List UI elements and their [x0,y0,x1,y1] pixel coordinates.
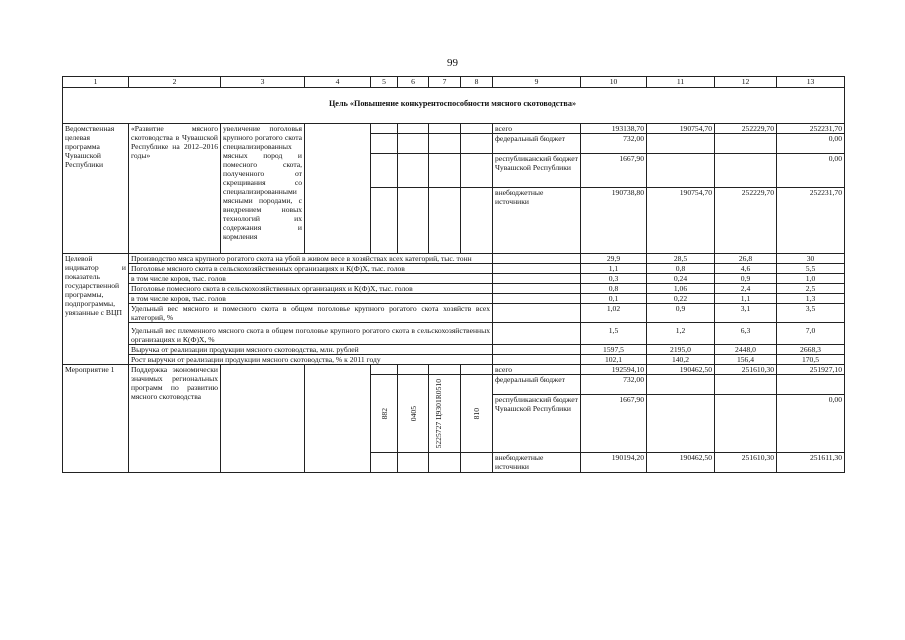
program-type: Ведомственная целевая программа Чувашской Республики [63,124,129,254]
value-cell: 140,2 [647,355,715,365]
value-cell: 190738,80 [581,188,647,254]
value-cell: 732,00 [581,134,647,154]
value-cell: 1,5 [581,323,647,345]
value-cell: 1,2 [647,323,715,345]
title-gap-row [63,88,845,124]
value-cell: 28,5 [647,254,715,264]
measure-title: Мероприятие 1 [63,365,129,473]
value-cell: 0,8 [581,284,647,294]
value-cell: 2,4 [715,284,777,294]
value-cell: 1,06 [647,284,715,294]
value-cell [647,154,715,188]
col-header-10: 10 [581,77,647,88]
indicator-name: Производство мяса крупного рогатого скота на убой в живом весе в хозяйствах всех категорий, тыс. тонн [129,254,493,264]
indicator-name: Поголовье мясного скота в сельскохозяйственных организациях и К(Ф)Х, тыс. голов [129,264,493,274]
indicator-name: Рост выручки от реализации продукции мясного скотоводства, % к 2011 году [129,355,493,365]
value-cell: 7,0 [777,323,845,345]
indicator-row [63,264,845,274]
budget-table [62,76,845,473]
value-cell: 0,8 [647,264,715,274]
value-cell: 1667,90 [581,154,647,188]
indicator-name: в том числе коров, тыс. голов [129,274,493,284]
indicator-row [63,345,845,355]
value-cell [777,375,845,395]
value-cell: 2,5 [777,284,845,294]
value-cell: 1,3 [777,294,845,304]
value-cell: 0,00 [777,154,845,188]
column-number-row [63,77,845,88]
col-header-9: 9 [493,77,581,88]
value-cell: 0,1 [581,294,647,304]
goal-title: Цель «Повышение конкурентоспособности мясного скотоводства» [328,99,577,108]
value-cell: 1,0 [777,274,845,284]
indicator-name: Выручка от реализации продукции мясного скотоводства, млн. рублей [129,345,493,355]
value-cell: 732,00 [581,375,647,395]
value-cell: 5,5 [777,264,845,274]
value-cell: 252231,70 [777,124,845,134]
value-cell: 4,6 [715,264,777,274]
table-row [63,124,845,134]
value-cell: 0,24 [647,274,715,284]
indicator-row [63,304,845,323]
code-ministry: 882 [379,407,389,420]
value-cell: 192594,10 [581,365,647,375]
value-cell: 29,9 [581,254,647,264]
value-cell: 190754,70 [647,124,715,134]
indicator-row [63,254,845,264]
funding-source: федеральный бюджет [493,375,581,395]
value-cell [715,154,777,188]
value-cell: 251611,30 [777,453,845,473]
value-cell: 0,3 [581,274,647,284]
value-cell: 156,4 [715,355,777,365]
table-row [63,365,845,375]
program-objective: увеличение поголовья крупного рогатого скота специализированных мясных пород и помесного скота, полученного от скрещивания со специализированными мясными породами, с внедрением новых технологий их содержания и кормления [221,124,305,254]
value-cell: 2448,0 [715,345,777,355]
funding-source: республиканский бюджет Чувашской Республики [493,154,581,188]
col-header-8: 8 [461,77,493,88]
value-cell: 0,22 [647,294,715,304]
code-section: 0405 [408,405,418,422]
value-cell: 26,8 [715,254,777,264]
value-cell: 252229,70 [715,188,777,254]
value-cell: 252229,70 [715,124,777,134]
indicator-row [63,274,845,284]
indicator-name: в том числе коров, тыс. голов [129,294,493,304]
value-cell [647,375,715,395]
value-cell: 0,9 [715,274,777,284]
value-cell: 170,5 [777,355,845,365]
value-cell [647,395,715,453]
value-cell: 251927,10 [777,365,845,375]
value-cell: 2195,0 [647,345,715,355]
indicator-row [63,294,845,304]
code-target-article: 5225727 Ц9301R0510 [433,378,443,449]
funding-source: всего [493,124,581,134]
col-header-1: 1 [63,77,129,88]
value-cell: 102,1 [581,355,647,365]
col-header-2: 2 [129,77,221,88]
value-cell: 30 [777,254,845,264]
value-cell: 190194,20 [581,453,647,473]
funding-source: всего [493,365,581,375]
indicator-row [63,355,845,365]
col-header-12: 12 [715,77,777,88]
indicator-row [63,284,845,294]
indicator-name: Поголовье помесного скота в сельскохозяйственных организациях и К(Ф)Х, тыс. голов [129,284,493,294]
value-cell: 0,9 [647,304,715,323]
value-cell: 0,00 [777,395,845,453]
funding-source: федеральный бюджет [493,134,581,154]
code-expense-type: 810 [472,407,481,420]
col-header-7: 7 [429,77,461,88]
value-cell: 1597,5 [581,345,647,355]
indicator-label: Целевой индикатор и показатель государственной программы, подпрограммы, увязанные с ВЦП [63,254,129,365]
value-cell: 1667,90 [581,395,647,453]
value-cell: 190754,70 [647,188,715,254]
value-cell [715,395,777,453]
indicator-name: Удельный вес мясного и помесного скота в общем поголовье крупного рогатого скота хозяйств всех категорий, % [129,304,493,323]
col-header-6: 6 [398,77,429,88]
value-cell: 252231,70 [777,188,845,254]
value-cell: 1,02 [581,304,647,323]
funding-source: внебюджетные источники [493,188,581,254]
value-cell [715,375,777,395]
funding-source: республиканский бюджет Чувашской Республики [493,395,581,453]
indicator-row [63,323,845,345]
value-cell: 193138,70 [581,124,647,134]
value-cell: 251610,30 [715,453,777,473]
value-cell: 2668,3 [777,345,845,355]
value-cell: 0,00 [777,134,845,154]
value-cell [647,134,715,154]
program-name: «Развитие мясного скотоводства в Чувашской Республике на 2012–2016 годы» [129,124,221,254]
col-header-3: 3 [221,77,305,88]
col-header-4: 4 [305,77,371,88]
value-cell: 1,1 [715,294,777,304]
value-cell: 190462,50 [647,365,715,375]
value-cell [715,134,777,154]
value-cell: 6,3 [715,323,777,345]
value-cell: 3,5 [777,304,845,323]
col-header-13: 13 [777,77,845,88]
page-number: 99 [447,57,458,69]
value-cell: 1,1 [581,264,647,274]
col-header-11: 11 [647,77,715,88]
value-cell: 251610,30 [715,365,777,375]
col-header-5: 5 [371,77,398,88]
indicator-name: Удельный вес племенного мясного скота в общем поголовье крупного рогатого скота в сельскохозяйственных организациях и К(Ф)Х, % [129,323,493,345]
value-cell: 190462,50 [647,453,715,473]
measure-name: Поддержка экономически значимых региональных программ по развитию мясного скотоводства [129,365,221,473]
funding-source: внебюджетные источники [493,453,581,473]
value-cell: 3,1 [715,304,777,323]
